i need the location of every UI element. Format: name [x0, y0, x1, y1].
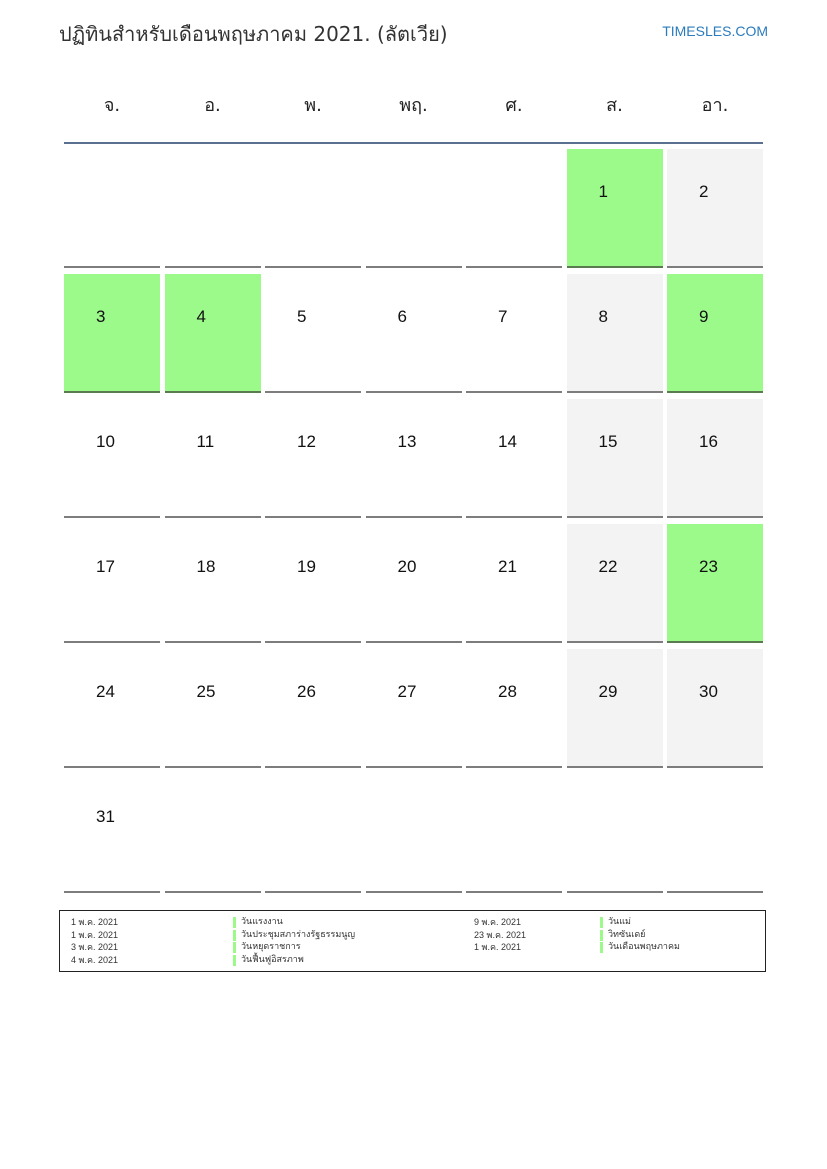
- legend-holiday-name: วันแรงงาน: [241, 917, 283, 927]
- legend-date: 1 พ.ค. 2021: [71, 929, 118, 940]
- holiday-color-marker: [600, 930, 603, 941]
- day-cell[interactable]: [64, 399, 160, 518]
- day-number: 17: [96, 557, 115, 576]
- day-cell[interactable]: [165, 399, 261, 518]
- weekday-label: อา.: [701, 95, 729, 116]
- day-cell[interactable]: [165, 524, 261, 643]
- day-number: 22: [598, 557, 618, 576]
- day-number: 12: [297, 432, 316, 451]
- legend-date: 1 พ.ค. 2021: [474, 942, 521, 953]
- empty-day-cell: [265, 149, 361, 268]
- day-number: 18: [196, 557, 216, 576]
- weekday-label: จ.: [103, 95, 121, 116]
- day-number: 4: [196, 307, 206, 326]
- legend-holiday-name: วันฟื้นฟูอิสรภาพ: [241, 954, 304, 965]
- weekday-label: ศ.: [505, 95, 523, 116]
- day-number: 27: [397, 682, 417, 701]
- empty-day-cell: [64, 149, 160, 268]
- day-cell[interactable]: [64, 274, 160, 393]
- day-number: 25: [196, 682, 216, 701]
- day-number: 14: [498, 432, 517, 451]
- empty-day-cell: [165, 774, 261, 893]
- legend-holiday-name: วิทซันเดย์: [608, 929, 646, 940]
- day-number: 2: [699, 182, 709, 201]
- holiday-color-marker: [600, 942, 603, 953]
- holiday-legend: [59, 910, 766, 972]
- day-number: 10: [96, 432, 115, 451]
- legend-date: 1 พ.ค. 2021: [71, 917, 118, 927]
- empty-day-cell: [466, 774, 562, 893]
- day-number: 24: [96, 682, 115, 701]
- legend-date: 4 พ.ค. 2021: [71, 954, 118, 965]
- holiday-color-marker: [233, 942, 236, 953]
- weekday-label: พฤ.: [399, 95, 428, 116]
- day-number: 16: [699, 432, 718, 451]
- legend-date: 23 พ.ค. 2021: [474, 929, 526, 940]
- legend-holiday-name: วันหยุดราชการ: [241, 942, 301, 953]
- day-cell[interactable]: [466, 524, 562, 643]
- day-cell[interactable]: [64, 774, 160, 893]
- day-cell[interactable]: [366, 524, 462, 643]
- day-cell[interactable]: [366, 399, 462, 518]
- holiday-color-marker: [233, 917, 236, 928]
- day-cell[interactable]: [466, 399, 562, 518]
- day-number: 21: [498, 557, 517, 576]
- day-number: 31: [96, 807, 115, 826]
- day-number: 6: [397, 307, 407, 326]
- day-number: 13: [397, 432, 417, 451]
- day-cell[interactable]: [265, 524, 361, 643]
- day-cell[interactable]: [667, 399, 763, 518]
- day-number: 29: [598, 682, 618, 701]
- day-cell[interactable]: [667, 274, 763, 393]
- day-cell[interactable]: [567, 149, 663, 268]
- day-number: 19: [297, 557, 316, 576]
- day-cell[interactable]: [667, 149, 763, 268]
- empty-day-cell: [265, 774, 361, 893]
- weekday-header: [64, 90, 762, 120]
- day-cell[interactable]: [265, 274, 361, 393]
- day-cell[interactable]: [567, 649, 663, 768]
- weekday-label: พ.: [304, 95, 322, 116]
- header-divider: [64, 142, 763, 144]
- site-link[interactable]: TIMESLES.COM: [662, 23, 768, 39]
- legend-holiday-name: วันแม่: [608, 917, 631, 927]
- day-cell[interactable]: [366, 649, 462, 768]
- day-cell[interactable]: [64, 524, 160, 643]
- day-number: 15: [598, 432, 618, 451]
- legend-date: 9 พ.ค. 2021: [474, 917, 521, 927]
- day-cell[interactable]: [265, 649, 361, 768]
- day-number: 3: [96, 307, 106, 326]
- day-number: 8: [598, 307, 608, 326]
- page-title: ปฏิทินสำหรับเดือนพฤษภาคม 2021. (ลัตเวีย): [59, 22, 448, 46]
- day-number: 20: [397, 557, 417, 576]
- day-number: 30: [699, 682, 718, 701]
- day-cell[interactable]: [165, 649, 261, 768]
- day-cell[interactable]: [567, 274, 663, 393]
- day-cell[interactable]: [366, 274, 462, 393]
- empty-day-cell: [366, 149, 462, 268]
- day-number: 1: [598, 182, 608, 201]
- day-cell[interactable]: [64, 649, 160, 768]
- empty-day-cell: [466, 149, 562, 268]
- holiday-color-marker: [233, 930, 236, 941]
- day-number: 9: [699, 307, 709, 326]
- empty-day-cell: [567, 774, 663, 893]
- day-number: 7: [498, 307, 508, 326]
- weekday-label: ส.: [606, 95, 623, 116]
- day-cell[interactable]: [567, 399, 663, 518]
- day-cell[interactable]: [265, 399, 361, 518]
- day-cell[interactable]: [667, 524, 763, 643]
- legend-date: 3 พ.ค. 2021: [71, 942, 118, 953]
- legend-holiday-name: วันเดือนพฤษภาคม: [608, 942, 680, 953]
- day-number: 11: [196, 432, 215, 451]
- weekday-label: อ.: [204, 95, 221, 116]
- holiday-color-marker: [233, 955, 236, 966]
- legend-holiday-name: วันประชุมสภาร่างรัฐธรรมนูญ: [241, 929, 356, 940]
- empty-day-cell: [667, 774, 763, 893]
- day-number: 26: [297, 682, 316, 701]
- day-number: 5: [297, 307, 307, 326]
- holiday-color-marker: [600, 917, 603, 928]
- day-number: 28: [498, 682, 517, 701]
- day-number: 23: [699, 557, 718, 576]
- empty-day-cell: [165, 149, 261, 268]
- empty-day-cell: [366, 774, 462, 893]
- day-cell[interactable]: [567, 524, 663, 643]
- day-cell[interactable]: [667, 649, 763, 768]
- day-cell[interactable]: [466, 274, 562, 393]
- day-cell[interactable]: [165, 274, 261, 393]
- day-cell[interactable]: [466, 649, 562, 768]
